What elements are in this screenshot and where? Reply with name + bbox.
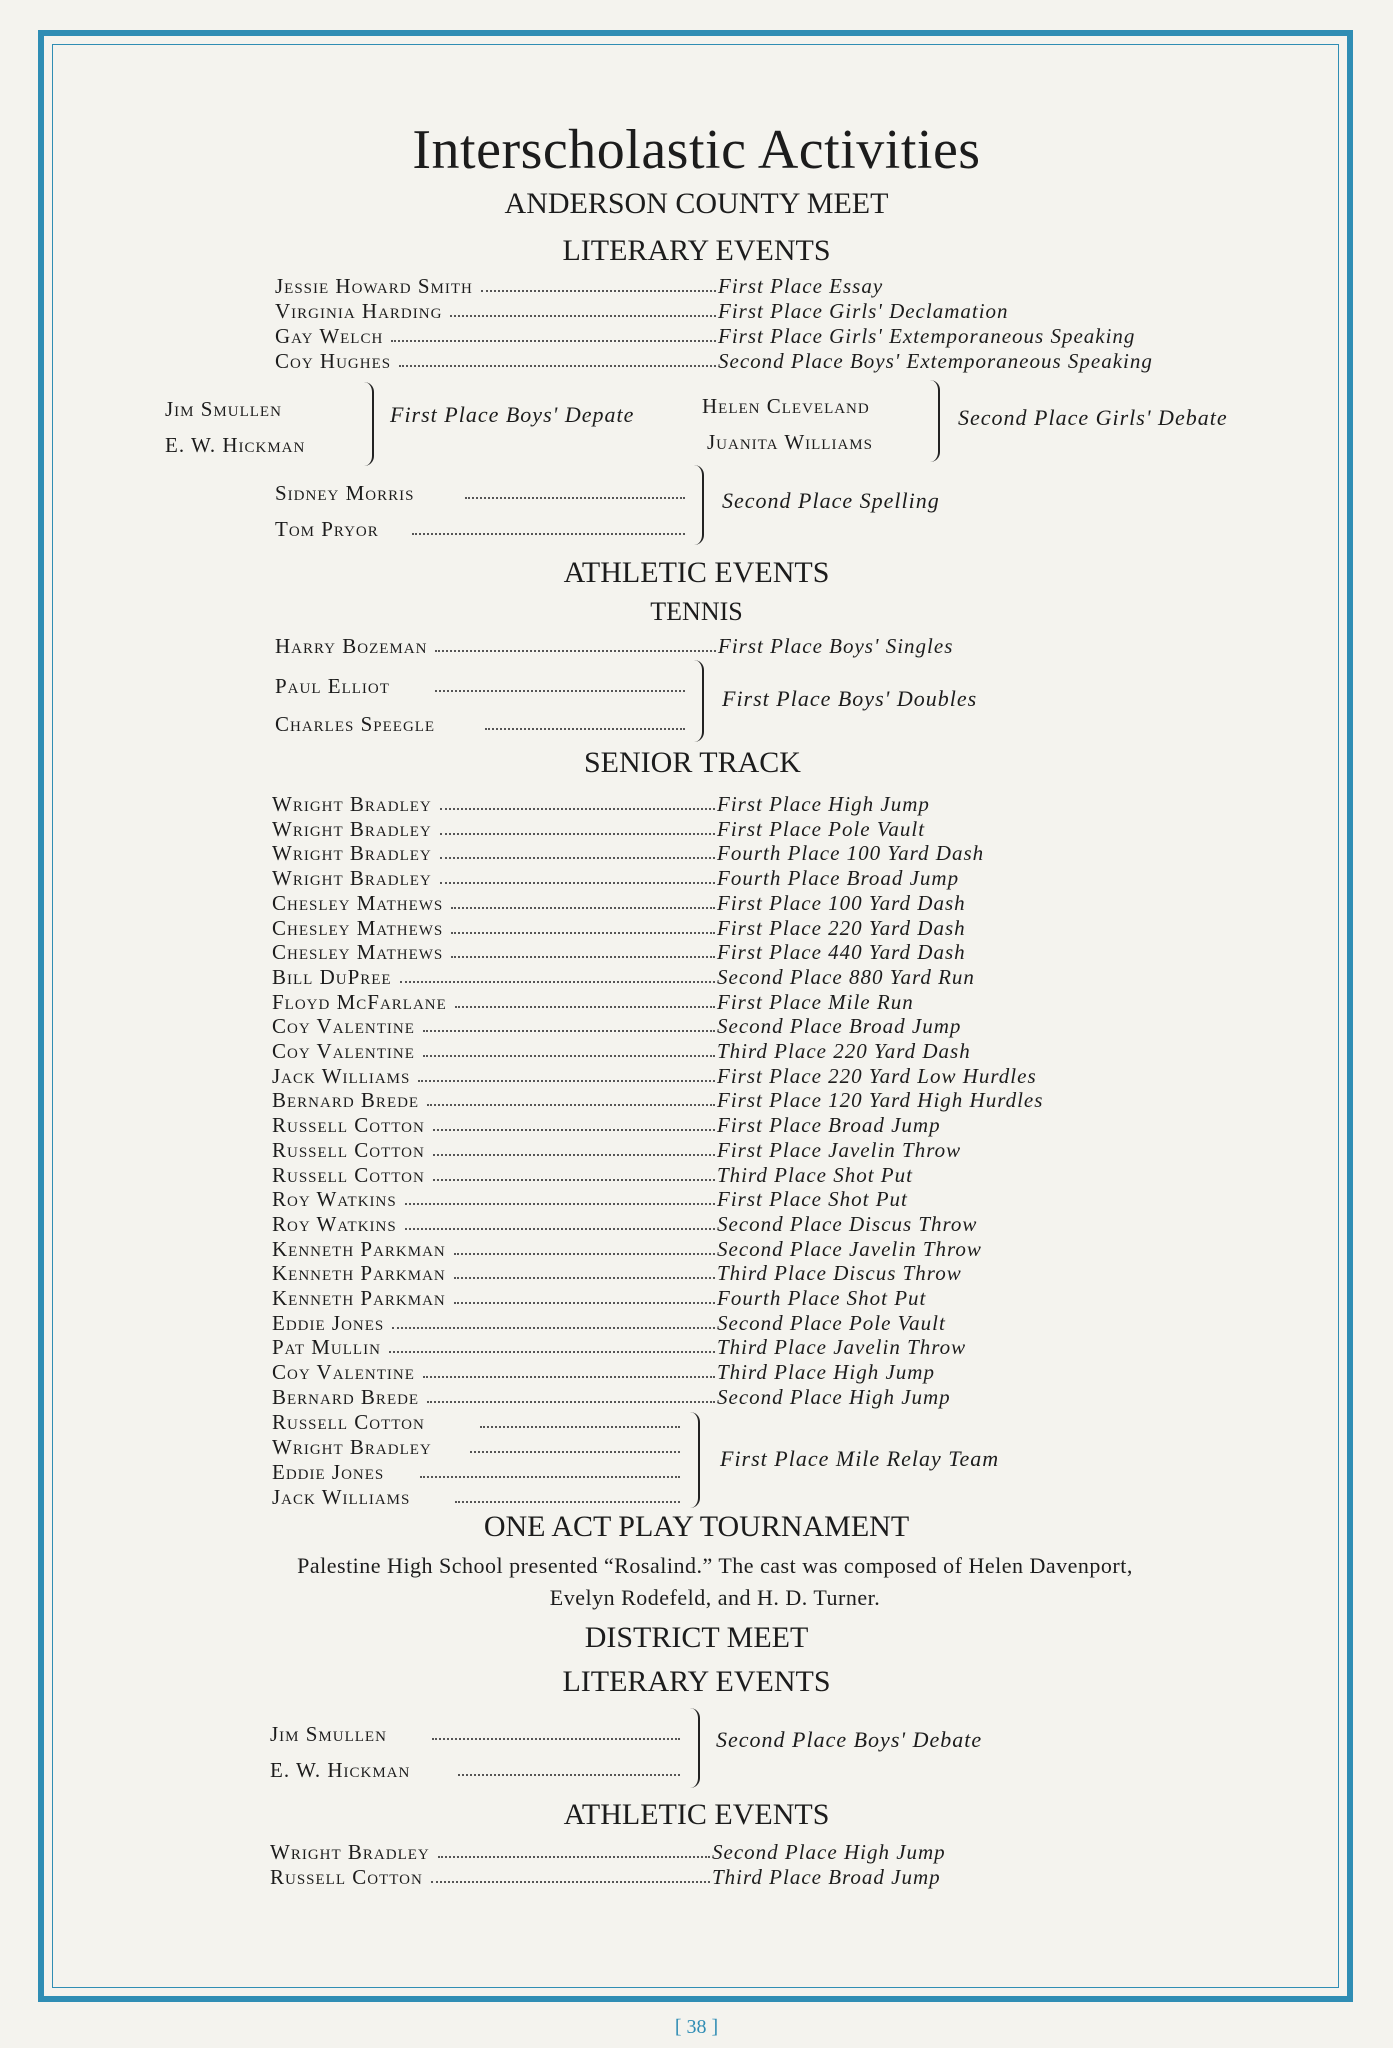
dot-leader xyxy=(455,1501,680,1503)
dot-leader xyxy=(455,1006,715,1008)
entrant-name: Tom Pryor xyxy=(275,517,379,541)
dot-leader xyxy=(433,1179,715,1181)
entrant-name: Coy Valentine xyxy=(272,1014,415,1039)
entrant-name: Bernard Brede xyxy=(272,1088,420,1113)
dot-leader xyxy=(454,1253,715,1255)
event-result: Third Place 220 Yard Dash xyxy=(717,1039,971,1063)
event-result: Second Place Spelling xyxy=(722,488,940,513)
dot-leader xyxy=(435,690,685,692)
senior-track-heading: SENIOR TRACK xyxy=(584,746,801,779)
track-row xyxy=(272,916,1272,940)
dot-leader xyxy=(423,1055,715,1057)
dot-leader xyxy=(440,857,715,859)
entrant-name: Russell Cotton xyxy=(270,1865,423,1889)
event-result: Fourth Place Broad Jump xyxy=(717,866,960,891)
dot-leader xyxy=(420,1476,680,1478)
literary-row xyxy=(275,274,1275,298)
event-result: First Place Boys' Singles xyxy=(718,634,954,658)
entrant-name: Chesley Mathews xyxy=(272,940,444,965)
event-result: First Place 120 Yard High Hurdles xyxy=(717,1088,1044,1113)
track-row xyxy=(272,841,1272,865)
dot-leader xyxy=(435,650,716,652)
dot-leader xyxy=(481,290,716,292)
bracket xyxy=(690,660,704,742)
event-result: Second Place Javelin Throw xyxy=(717,1236,982,1261)
track-row xyxy=(272,1039,1272,1063)
dot-leader xyxy=(412,533,685,535)
page-number: [ 38 ] xyxy=(674,2016,719,2038)
dot-leader xyxy=(485,728,685,730)
dot-leader xyxy=(454,1277,715,1279)
track-row xyxy=(272,866,1272,890)
district-meet-heading: DISTRICT MEET xyxy=(584,1621,809,1654)
entrant-name: Kenneth Parkman xyxy=(272,1286,446,1310)
track-row xyxy=(272,1187,1272,1211)
event-result: First Place Girls' Extemporaneous Speaking xyxy=(718,324,1136,348)
literary-row xyxy=(275,349,1275,373)
track-row xyxy=(272,965,1272,989)
entrant-name: Gay Welch xyxy=(275,324,384,348)
dot-leader xyxy=(423,1376,715,1378)
dot-leader xyxy=(431,1881,710,1883)
entrant-name: E. W. Hickman xyxy=(165,433,306,457)
page-title: Interscholastic Activities xyxy=(412,119,981,181)
entrant-name: Jessie Howard Smith xyxy=(275,274,473,298)
entrant-name: Chesley Mathews xyxy=(272,915,444,940)
entrant-name: Jack Williams xyxy=(272,1063,411,1088)
track-row xyxy=(272,1237,1272,1261)
entrant-name: Juanita Williams xyxy=(707,430,873,454)
event-result: Third Place Discus Throw xyxy=(717,1261,962,1286)
event-result: First Place Mile Run xyxy=(717,989,914,1014)
dot-leader xyxy=(450,315,716,317)
track-row xyxy=(272,1335,1272,1359)
entrant-name: Virginia Harding xyxy=(275,299,443,323)
event-result: Second Place Girls' Debate xyxy=(958,405,1228,430)
play-description-line2: Evelyn Rodefeld, and H. D. Turner. xyxy=(549,1585,881,1610)
entrant-name: Helen Cleveland xyxy=(702,394,870,418)
dot-leader xyxy=(423,1030,715,1032)
event-result: First Place Pole Vault xyxy=(717,816,926,841)
dot-leader xyxy=(451,956,715,958)
entrant-name: Sidney Morris xyxy=(275,481,415,505)
event-result: First Place Girls' Declamation xyxy=(718,299,1009,323)
entrant-name: Kenneth Parkman xyxy=(272,1236,446,1261)
dot-leader xyxy=(391,340,716,342)
entrant-name: Russell Cotton xyxy=(272,1162,425,1187)
event-result: First Place Broad Jump xyxy=(717,1113,941,1138)
event-result: Second Place High Jump xyxy=(712,1840,946,1864)
district-literary-heading: LITERARY EVENTS xyxy=(562,1665,831,1698)
bracket xyxy=(690,465,704,545)
event-result: First Place Boys' Doubles xyxy=(722,686,978,711)
dot-leader xyxy=(465,497,685,499)
event-result: First Place 220 Yard Dash xyxy=(717,915,966,940)
dot-leader xyxy=(451,932,715,934)
track-row xyxy=(272,1212,1272,1236)
bracket xyxy=(362,382,374,466)
entrant-name: Roy Watkins xyxy=(272,1211,397,1236)
entrant-name: Coy Valentine xyxy=(272,1039,415,1063)
entrant-name: Wright Bradley xyxy=(272,1435,432,1459)
event-result: First Place Essay xyxy=(718,274,884,298)
track-row xyxy=(272,1138,1272,1162)
dot-leader xyxy=(433,1154,715,1156)
entrant-name: Paul Elliot xyxy=(275,674,390,698)
dot-leader xyxy=(389,1351,715,1353)
event-result: First Place Shot Put xyxy=(717,1187,908,1212)
entrant-name: Russell Cotton xyxy=(272,1410,425,1434)
entrant-name: Wright Bradley xyxy=(270,1840,430,1864)
track-row xyxy=(272,990,1272,1014)
track-row xyxy=(272,1014,1272,1038)
event-result: Third Place Shot Put xyxy=(717,1162,913,1187)
track-row xyxy=(272,1088,1272,1112)
dot-leader xyxy=(405,1228,715,1230)
literary-row xyxy=(275,324,1275,348)
track-row xyxy=(272,1113,1272,1137)
dot-leader xyxy=(438,1856,710,1858)
dot-leader xyxy=(405,1203,715,1205)
track-row xyxy=(272,940,1272,964)
county-athletic-heading: ATHLETIC EVENTS xyxy=(563,556,830,589)
bracket xyxy=(686,1708,700,1788)
track-row xyxy=(272,1261,1272,1285)
bracket xyxy=(928,380,940,462)
entrant-name: Chesley Mathews xyxy=(272,890,444,915)
county-meet-heading: ANDERSON COUNTY MEET xyxy=(504,187,889,220)
entrant-name: Wright Bradley xyxy=(272,816,432,841)
entrant-name: Russell Cotton xyxy=(272,1113,425,1138)
district-athletic-row xyxy=(270,1840,1270,1864)
dot-leader xyxy=(480,1426,680,1428)
entrant-name: Pat Mullin xyxy=(272,1335,381,1360)
event-result: First Place 440 Yard Dash xyxy=(717,940,966,965)
event-result: First Place High Jump xyxy=(717,792,930,816)
district-athletic-heading: ATHLETIC EVENTS xyxy=(563,1798,830,1831)
dot-leader xyxy=(427,1401,715,1403)
track-row xyxy=(272,1385,1272,1409)
track-row xyxy=(272,891,1272,915)
event-result: Third Place Broad Jump xyxy=(712,1865,941,1889)
event-result: Second Place Broad Jump xyxy=(717,1014,962,1039)
dot-leader xyxy=(470,1451,680,1453)
entrant-name: Eddie Jones xyxy=(272,1460,385,1484)
event-result: Third Place High Jump xyxy=(717,1360,935,1385)
event-result: Fourth Place 100 Yard Dash xyxy=(717,841,985,866)
event-result: Second Place Discus Throw xyxy=(717,1211,978,1236)
entrant-name: Charles Speegle xyxy=(275,712,436,736)
play-description-line1: Palestine High School presented “Rosalind.” The cast was composed of Helen Davenport, xyxy=(297,1553,1133,1578)
track-row xyxy=(272,1163,1272,1187)
track-row xyxy=(272,1064,1272,1088)
play-heading: ONE ACT PLAY TOURNAMENT xyxy=(483,1510,910,1543)
entrant-name: Bernard Brede xyxy=(272,1384,420,1409)
bracket xyxy=(686,1412,700,1508)
entrant-name: Jim Smullen xyxy=(165,397,282,421)
entrant-name: Jack Williams xyxy=(272,1485,411,1509)
dot-leader xyxy=(454,1302,715,1304)
track-row xyxy=(272,792,1272,816)
entrant-name: Eddie Jones xyxy=(272,1310,385,1335)
event-result: Second Place Pole Vault xyxy=(717,1310,946,1335)
track-row xyxy=(272,817,1272,841)
entrant-name: Jim Smullen xyxy=(270,1722,387,1746)
entrant-name: Roy Watkins xyxy=(272,1187,397,1212)
dot-leader xyxy=(392,1327,715,1329)
dot-leader xyxy=(400,981,715,983)
entrant-name: Coy Valentine xyxy=(272,1360,415,1385)
entrant-name: Wright Bradley xyxy=(272,866,432,891)
dot-leader xyxy=(440,833,715,835)
event-result: First Place Boys' Depate xyxy=(390,402,635,427)
entrant-name: Harry Bozeman xyxy=(275,634,428,658)
dot-leader xyxy=(440,808,715,810)
entrant-name: Wright Bradley xyxy=(272,792,432,816)
entrant-name: Kenneth Parkman xyxy=(272,1261,446,1286)
dot-leader xyxy=(399,365,716,367)
track-row xyxy=(272,1311,1272,1335)
county-literary-heading: LITERARY EVENTS xyxy=(562,234,831,267)
dot-leader xyxy=(451,907,715,909)
literary-row xyxy=(275,299,1275,323)
event-result: Second Place 880 Yard Run xyxy=(717,964,975,989)
entrant-name: Bill DuPree xyxy=(272,964,392,989)
event-result: Second Place High Jump xyxy=(717,1384,951,1409)
event-result: Second Place Boys' Debate xyxy=(716,1727,983,1752)
entrant-name: Coy Hughes xyxy=(275,349,392,373)
event-result: Third Place Javelin Throw xyxy=(717,1335,967,1360)
district-athletic-row xyxy=(270,1865,1270,1889)
entrant-name: Russell Cotton xyxy=(272,1137,425,1162)
entrant-name: Wright Bradley xyxy=(272,841,432,866)
entrant-name: Floyd McFarlane xyxy=(272,989,447,1014)
event-result: First Place Javelin Throw xyxy=(717,1137,962,1162)
event-result: First Place Mile Relay Team xyxy=(720,1446,1000,1471)
dot-leader xyxy=(432,1738,680,1740)
event-result: Fourth Place Shot Put xyxy=(717,1286,927,1310)
tennis-heading: TENNIS xyxy=(650,597,743,626)
entrant-name: E. W. Hickman xyxy=(270,1758,411,1782)
tennis-singles-row xyxy=(275,634,1275,658)
dot-leader xyxy=(418,1080,715,1082)
dot-leader xyxy=(433,1129,715,1131)
dot-leader xyxy=(440,882,715,884)
track-row xyxy=(272,1360,1272,1384)
event-result: First Place 100 Yard Dash xyxy=(717,890,966,915)
dot-leader xyxy=(427,1104,715,1106)
track-row xyxy=(272,1286,1272,1310)
event-result: Second Place Boys' Extemporaneous Speaking xyxy=(718,349,1153,373)
event-result: First Place 220 Yard Low Hurdles xyxy=(717,1063,1037,1088)
dot-leader xyxy=(458,1774,680,1776)
